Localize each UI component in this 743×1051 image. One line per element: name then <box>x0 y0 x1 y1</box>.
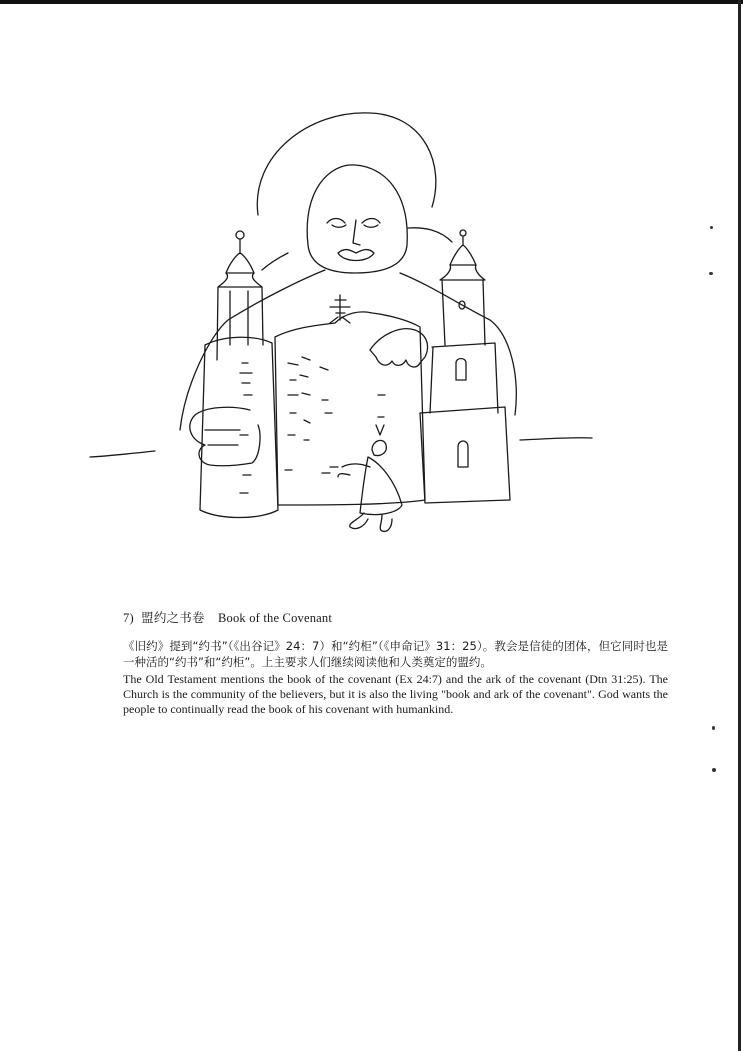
caption-title-en: Book of the Covenant <box>218 611 333 625</box>
scan-speck <box>709 272 713 275</box>
scan-speck <box>712 726 715 730</box>
caption-title-zh: 盟约之书卷 <box>141 611 205 625</box>
scan-speck <box>710 226 713 229</box>
scan-top-edge <box>0 0 743 4</box>
left-tower-icon <box>200 231 278 518</box>
scan-right-edge <box>738 0 741 1051</box>
book-of-covenant-icon <box>275 295 425 505</box>
caption-number: 7) <box>123 611 134 625</box>
scan-speck <box>712 768 716 772</box>
chinese-paragraph: 《旧约》提到“约书”（《出谷记》24：7）和“约柜”（《申命记》31：25）。教会是信徒的团体，但它同时也是一种活的“约书”和“约柜”。上主要求人们继续阅读他和人类奠定的盟约。 <box>123 639 668 669</box>
body-text <box>123 638 668 717</box>
figure-caption <box>123 608 332 626</box>
left-hand-icon <box>190 407 260 466</box>
right-hand-icon <box>370 329 428 367</box>
christ-holding-church-illustration <box>80 95 660 555</box>
halo-icon <box>257 113 436 215</box>
right-tower-icon <box>420 230 510 503</box>
small-person-icon <box>338 425 402 531</box>
english-paragraph: The Old Testament mentions the book of the covenant (Ex 24:7) and the ark of the covenant (Dtn 31:25). The Church is the community of the believers, but it is also the living "book and ark of the covenant". God wants the people to continually read the book of his covenant with humankind. <box>123 672 668 716</box>
head-icon <box>307 165 407 273</box>
